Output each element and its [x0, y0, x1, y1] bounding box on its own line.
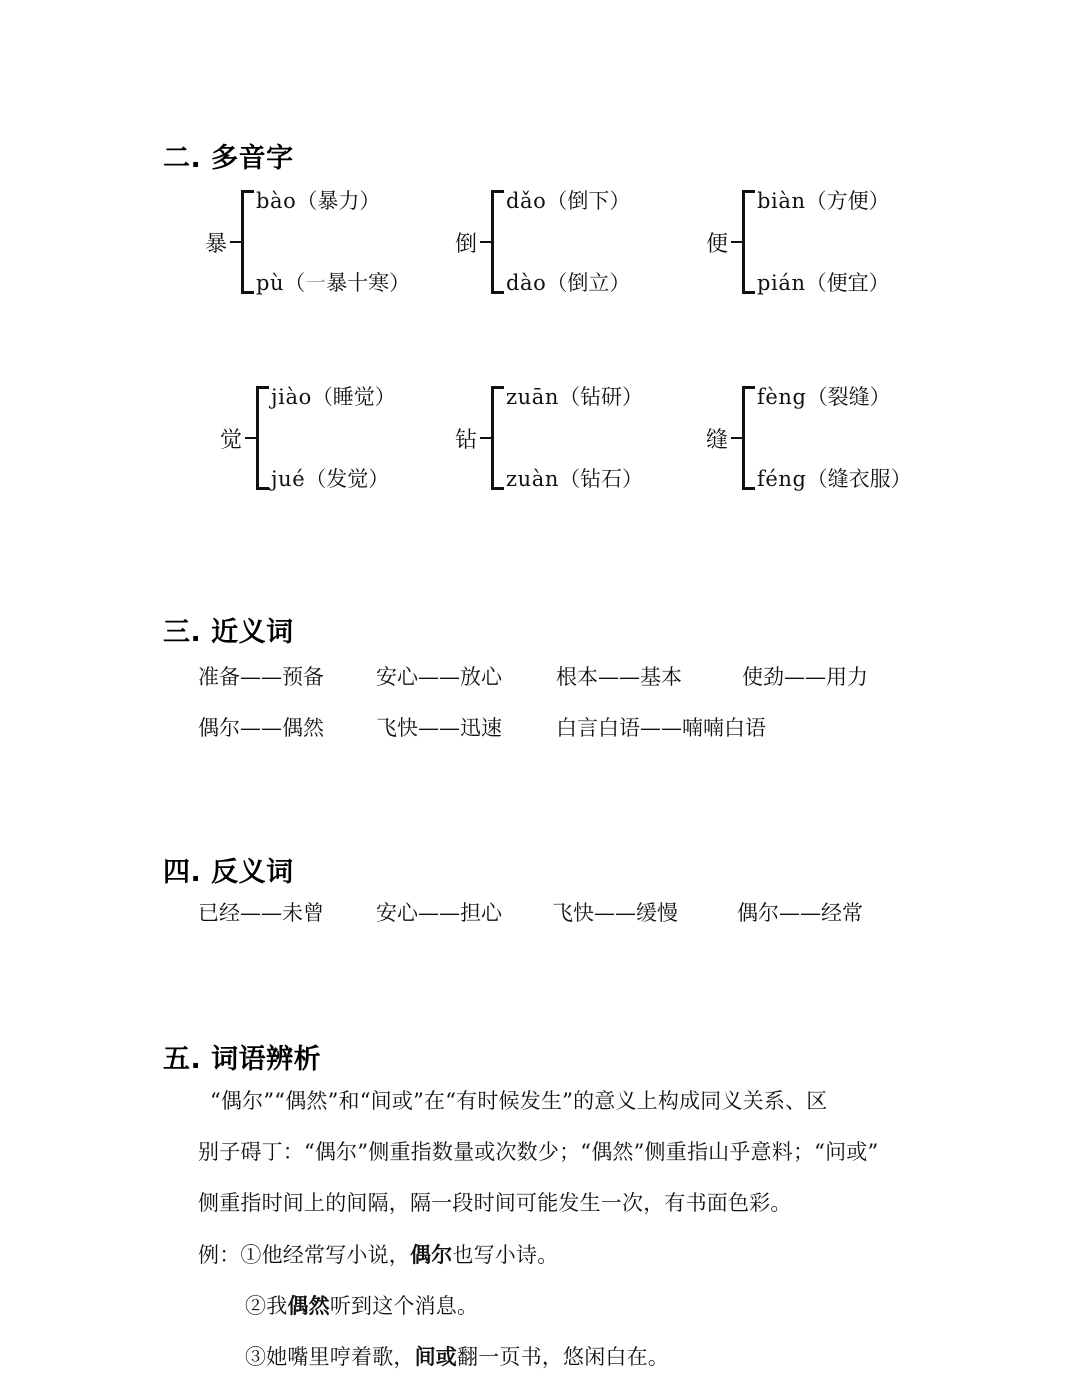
polyphone-faded-char: 一: [305, 271, 327, 295]
polyphone-pinyin: zuān: [506, 385, 560, 409]
polyphone-readings: [255, 190, 410, 294]
polyphone-pinyin: jiào: [271, 385, 312, 409]
polyphone-readings: [756, 190, 890, 294]
polyphone-pinyin: pù: [256, 271, 285, 295]
polyphone-bracket: [241, 190, 255, 294]
polyphone-word: （睡觉）: [311, 385, 396, 409]
polyphone-bracket: [491, 386, 505, 490]
section-heading-discrimination: 五. 词语辨析: [163, 1044, 322, 1075]
polyphone-pinyin: féng: [757, 467, 807, 491]
polyphone-reading: [256, 190, 410, 212]
polyphone-reading: [506, 190, 630, 212]
example-prefix: ③她嘴里哼着歌，: [245, 1345, 415, 1369]
example-keyword: 间或: [414, 1344, 458, 1369]
polyphone-group: [706, 190, 890, 294]
example-suffix: 翻一页书，悠闲白在。: [457, 1345, 670, 1369]
word-pair: 飞快——迅速: [376, 716, 502, 740]
discrimination-paragraph-line: 别子碍丁：“偶尔”侧重指数量或次数少；“偶然”侧重指山乎意料；“问或”: [198, 1140, 879, 1164]
polyphone-character: 觉: [220, 427, 243, 453]
polyphone-group: [220, 386, 396, 490]
polyphone-word: （一暴十寒）: [284, 271, 411, 295]
polyphone-word: （钻石）: [559, 467, 644, 491]
discrimination-paragraph-line: “偶尔”“偶然”和“间或”在“有时候发生”的意义上构成同义关系、区: [210, 1089, 828, 1113]
word-pair: 使劲——用力: [742, 665, 868, 689]
polyphone-group: [205, 190, 410, 294]
polyphone-group: [706, 386, 912, 490]
example-suffix: 听到这个消息。: [329, 1294, 479, 1318]
polyphone-word: （倒下）: [546, 189, 631, 213]
section-heading-polyphone: 二. 多音字: [163, 143, 294, 174]
polyphone-stem: [480, 437, 491, 439]
polyphone-reading: [506, 468, 643, 490]
word-pair: 偶尔——经常: [737, 901, 863, 925]
polyphone-stem: [731, 437, 742, 439]
example-suffix: 也写小诗。: [452, 1243, 559, 1267]
synonym-row: [198, 667, 868, 688]
polyphone-character: 暴: [205, 231, 228, 257]
polyphone-stem: [731, 241, 742, 243]
polyphone-word: （便宜）: [805, 271, 890, 295]
polyphone-reading: [757, 468, 912, 490]
polyphone-word: （倒立）: [546, 271, 631, 295]
word-pair: 偶尔——偶然: [198, 716, 324, 740]
polyphone-pinyin: dào: [506, 271, 547, 295]
polyphone-pinyin: pián: [757, 271, 806, 295]
polyphone-stem: [230, 241, 241, 243]
polyphone-readings: [505, 190, 630, 294]
polyphone-pinyin: fèng: [757, 385, 807, 409]
polyphone-reading: [757, 386, 912, 408]
example-prefix: ②我: [245, 1294, 288, 1318]
word-pair: 准备——预备: [198, 665, 324, 689]
polyphone-bracket: [256, 386, 270, 490]
discrimination-example: [198, 1244, 558, 1266]
polyphone-stem: [245, 437, 256, 439]
polyphone-readings: [270, 386, 396, 490]
polyphone-group: [455, 386, 643, 490]
polyphone-bracket: [742, 190, 756, 294]
polyphone-reading: [256, 272, 410, 294]
polyphone-pinyin: biàn: [757, 189, 806, 213]
polyphone-reading: [271, 468, 396, 490]
polyphone-readings: [505, 386, 643, 490]
antonym-row: [198, 903, 863, 924]
discrimination-example: [245, 1295, 478, 1317]
discrimination-paragraph-line: 侧重指时间上的间隔，隔一段时间可能发生一次，有书面色彩。: [198, 1191, 792, 1215]
polyphone-reading: [757, 190, 890, 212]
word-pair: 根本——基本: [556, 665, 682, 689]
polyphone-character: 便: [706, 231, 729, 257]
polyphone-reading: [271, 386, 396, 408]
polyphone-stem: [480, 241, 491, 243]
polyphone-word: （方便）: [805, 189, 890, 213]
polyphone-group: [455, 190, 630, 294]
polyphone-pinyin: bào: [256, 189, 297, 213]
polyphone-character: 倒: [455, 231, 478, 257]
polyphone-readings: [756, 386, 912, 490]
section-heading-antonyms: 四. 反义词: [163, 857, 294, 888]
polyphone-word: （钻研）: [559, 385, 644, 409]
polyphone-bracket: [491, 190, 505, 294]
example-keyword: 偶然: [287, 1293, 330, 1318]
section-heading-synonyms: 三. 近义词: [163, 617, 294, 648]
polyphone-reading: [506, 272, 630, 294]
polyphone-character: 缝: [706, 427, 729, 453]
example-prefix: 例：①他经常写小说，: [198, 1243, 410, 1267]
polyphone-reading: [506, 386, 643, 408]
word-pair: 安心——担心: [376, 901, 502, 925]
polyphone-pinyin: zuàn: [506, 467, 560, 491]
polyphone-pinyin: dǎo: [506, 189, 547, 213]
discrimination-example: [245, 1346, 669, 1368]
polyphone-word: （裂缝）: [806, 385, 891, 409]
word-pair: 白言白语——喃喃白语: [556, 716, 766, 740]
word-pair: 已经——未曾: [198, 901, 324, 925]
polyphone-word: （发觉）: [305, 467, 390, 491]
polyphone-character: 钻: [455, 427, 478, 453]
polyphone-pinyin: jué: [271, 467, 306, 491]
synonym-row: [198, 718, 766, 739]
polyphone-reading: [757, 272, 890, 294]
polyphone-word: （缝衣服）: [806, 467, 912, 491]
word-pair: 安心——放心: [376, 665, 502, 689]
polyphone-bracket: [742, 386, 756, 490]
polyphone-word: （暴力）: [296, 189, 381, 213]
word-pair: 飞快——缓慢: [552, 901, 678, 925]
example-keyword: 偶尔: [410, 1242, 453, 1267]
